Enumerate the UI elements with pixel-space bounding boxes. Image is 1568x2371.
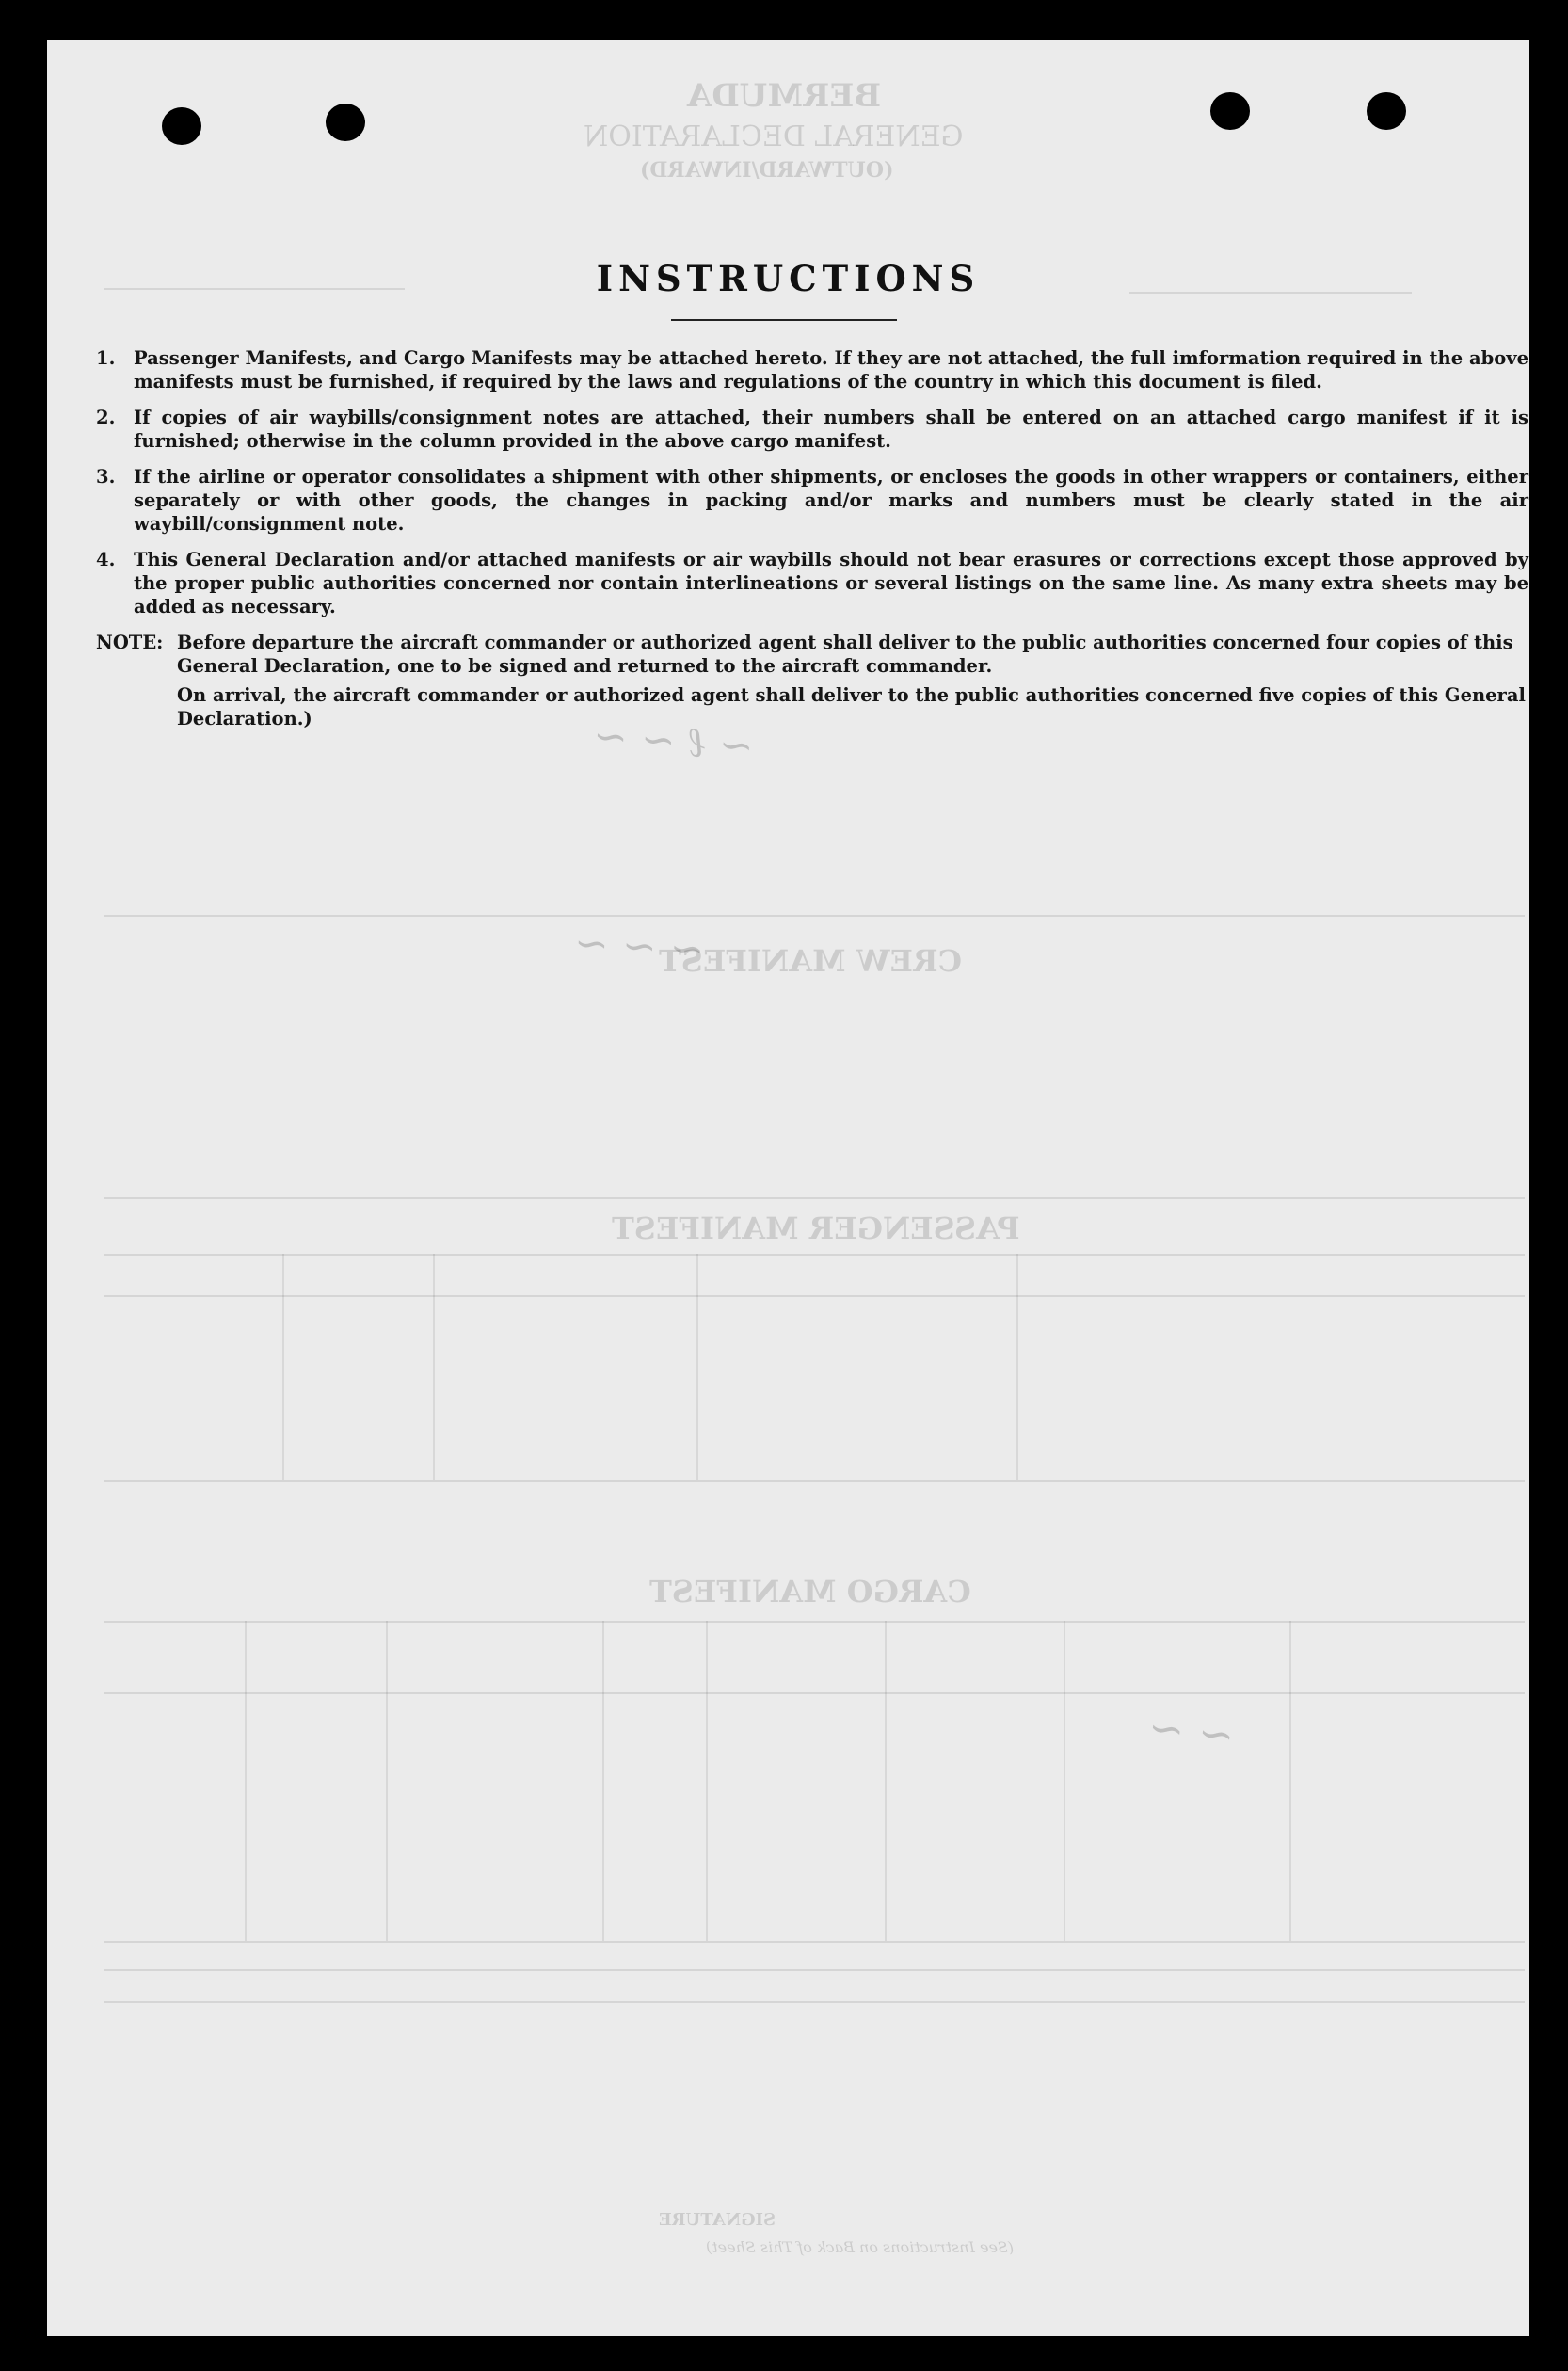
bleed-header-3: (OUTWARD/INWARD) (640, 158, 894, 183)
bleed-footer: (See Instructions on Back of This Sheet) (706, 2238, 1015, 2256)
bleed-signature: SIGNATURE (659, 2210, 776, 2230)
instruction-text: If the airline or operator consolidates a shipment with other shipments, or encloses the goods in other wrappers or containers, either separately or with other goods, the changes in packing and/or marks and numbers must be clearly stated in the air waybill/consignment note. (134, 466, 1528, 535)
instruction-item (96, 465, 1528, 536)
bleed-handwriting: ~ ~ (1145, 1701, 1238, 1761)
punch-hole-right-1 (1210, 92, 1250, 130)
bleed-header-1: BERMUDA (687, 77, 882, 115)
instruction-item (96, 548, 1528, 618)
document-page (47, 40, 1529, 2336)
instructions-list (96, 346, 1528, 730)
note-arrival-text: On arrival, the aircraft commander or authorized agent shall deliver to the public authorities concerned five copies of this General Declaration.) (177, 684, 1526, 729)
bleed-passenger-manifest: PASSENGER MANIFEST (612, 1210, 1020, 1246)
bleed-crew-manifest: CREW MANIFEST (659, 943, 963, 979)
instruction-item (96, 346, 1528, 393)
punch-hole-left-1 (162, 107, 201, 145)
bleed-cargo-manifest: CARGO MANIFEST (649, 1574, 971, 1610)
bleed-handwriting: ~ ℓ ~ ~ (591, 712, 756, 771)
note-label: NOTE: (96, 632, 164, 653)
bleed-handwriting: ~ ~ ~ (572, 919, 706, 974)
instruction-number: 2. (96, 407, 116, 428)
title-underline (671, 319, 897, 321)
note-departure-text: Before departure the aircraft commander or authorized agent shall deliver to the public authorities concerned four copies of this General Declaration, one to be signed and returned to the aircraft commander. (177, 632, 1513, 677)
instruction-number: 3. (96, 466, 116, 488)
punch-hole-left-2 (326, 104, 365, 141)
bleed-header-2: GENERAL DECLARATION (584, 120, 964, 153)
instruction-number: 4. (96, 549, 116, 570)
instruction-text: This General Declaration and/or attached manifests or air waybills should not bear erasures or corrections except those approved by the proper public authorities concerned nor contain interlineations or several listings on the same line. As many extra sheets may be added as necessary. (134, 549, 1528, 617)
instruction-text: If copies of air waybills/consignment notes are attached, their numbers shall be entered on an attached cargo manifest if it is furnished; otherwise in the column provided in the above cargo manifest. (134, 407, 1528, 452)
page-title: INSTRUCTIONS (596, 258, 981, 299)
instruction-item (96, 406, 1528, 453)
punch-hole-right-2 (1367, 92, 1406, 130)
note-block (96, 631, 1528, 678)
instruction-text: Passenger Manifests, and Cargo Manifests may be attached hereto. If they are not attached, the full imformation required in the above manifests must be furnished, if required by the laws and regulations of the country in which this document is filed. (134, 347, 1528, 392)
instruction-number: 1. (96, 347, 116, 369)
